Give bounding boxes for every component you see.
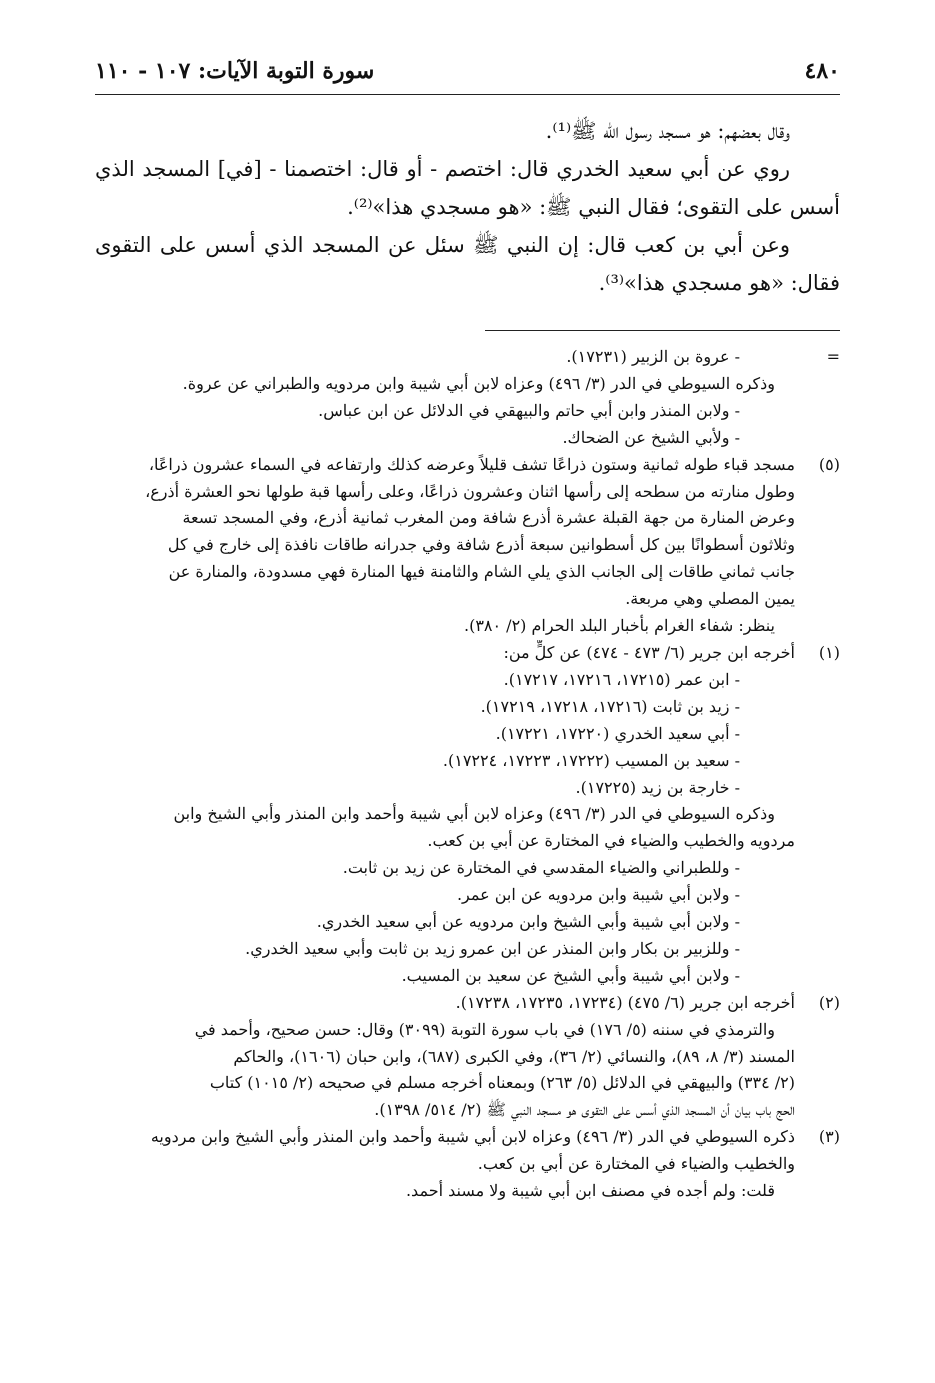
footnote-line: - ولابن المنذر وابن أبي حاتم والبيهقي في الدلائل عن ابن عباس. — [318, 400, 740, 420]
footnote-line: والخطيب والضياء في المختارة عن أبي بن كعب. — [477, 1154, 795, 1174]
footnote-5 — [95, 452, 840, 640]
footnote-number: (٣) — [818, 1127, 840, 1147]
footnote-line: - زيد بن ثابت (١٧٢١٦، ١٧٢١٨، ١٧٢١٩). — [480, 696, 740, 716]
footnote-separator — [485, 330, 840, 331]
paragraph: وقال بعضهم: هو مسجد رسول الله ﷺ⁽¹⁾. — [545, 119, 790, 143]
running-title: سورة التوبة الآيات: ١٠٧ - ١١٠ — [95, 58, 375, 84]
footnotes — [95, 344, 840, 1205]
footnote-line: أخرجه ابن جرير (٦/ ٤٧٥) (١٧٢٣٤، ١٧٢٣٥، ١٧٢٣٨). — [455, 992, 795, 1012]
footnote-line: قلت: ولم أجده في مصنف ابن أبي شيبة ولا مسند أحمد. — [405, 1181, 775, 1201]
paragraph: روي عن أبي سعيد الخدري قال: اختصم - أو قال: اختصمنا - [في] المسجد الذي أسس على التقوى؛ فقال النبي ﷺ: «هو مسجدي هذا»⁽²⁾. — [95, 157, 840, 219]
footnote-line: المسند (٣/ ٨، ٨٩)، والنسائي (٢/ ٣٦)، وفي الكبرى (٦٨٧)، وابن حبان (١٦٠٦)، والحاكم — [233, 1046, 795, 1066]
footnote-line: وطول منارته من سطحه إلى رأسها اثنان وعشرون ذراعًا، وعلى رأسها قبة طولها نحو العشرة أذرع، — [145, 481, 795, 501]
footnote-3 — [95, 1124, 840, 1205]
footnote-line: - ولابن أبي شيبة وأبي الشيخ وابن مردويه عن أبي سعيد الخدري. — [316, 912, 740, 932]
footnote-line: - ولابن أبي شيبة وأبي الشيخ عن سعيد بن المسيب. — [401, 965, 740, 985]
page-number: ٤٨٠ — [804, 58, 840, 84]
footnote-line: جانب ثماني طاقات إلى الجانب الذي يلي الشام والثامنة فيها المنارة فهي مسدودة، والمنارة عن — [168, 562, 795, 582]
footnote-number: (٥) — [818, 454, 840, 474]
footnote-line: والترمذي في سننه (٥/ ١٧٦) في باب سورة التوبة (٣٠٩٩) وقال: حسن صحيح، وأحمد في — [194, 1019, 775, 1039]
footnote-line: يمين المصلي وهي مربعة. — [625, 589, 795, 609]
footnote-line: أخرجه ابن جرير (٦/ ٤٧٣ - ٤٧٤) عن كلٍّ من: — [503, 642, 795, 662]
header-rule — [95, 94, 840, 95]
footnote-line: - سعيد بن المسيب (١٧٢٢٢، ١٧٢٢٣، ١٧٢٢٤). — [442, 750, 740, 770]
footnote-line: ذكره السيوطي في الدر (٣/ ٤٩٦) وعزاه لابن أبي شيبة وأحمد وابن المنذر وأبي الشيخ وابن مردويه — [150, 1127, 795, 1147]
continuation-mark: = — [826, 347, 840, 366]
footnote-line: - ولأبي الشيخ عن الضحاك. — [562, 427, 740, 447]
footnote-1 — [95, 640, 840, 990]
footnote-line: (٢/ ٣٣٤) والبيهقي في الدلائل (٥/ ٢٦٣) وبمعناه أخرجه مسلم في صحيحه (٢/ ١٠١٥) كتاب — [209, 1073, 795, 1093]
main-text — [95, 112, 840, 302]
footnote-line: ينظر: شفاء الغرام بأخبار البلد الحرام (٢/ ٣٨٠). — [463, 616, 775, 636]
footnote-line: - عروة بن الزبير (١٧٢٣١). — [566, 347, 740, 366]
footnote-line: وذكره السيوطي في الدر (٣/ ٤٩٦) وعزاه لابن أبي شيبة وأحمد وابن المنذر وأبي الشيخ وابن — [173, 804, 775, 824]
footnote-line: مردويه والخطيب والضياء في المختارة عن أبي بن كعب. — [427, 831, 795, 851]
footnote-line: وذكره السيوطي في الدر (٣/ ٤٩٦) وعزاه لابن أبي شيبة وابن مردويه والطبراني عن عروة. — [182, 373, 775, 393]
footnote-continued — [95, 344, 840, 452]
paragraph: وعن أبي بن كعب قال: إن النبي ﷺ سئل عن المسجد الذي أسس على التقوى فقال: «هو مسجدي هذا»⁽³⁾. — [95, 233, 840, 295]
footnote-line: - خارجة بن زيد (١٧٢٢٥). — [575, 777, 740, 797]
footnote-line: وعرض المنارة من جهة القبلة عشرة أذرع شافة ومن المغرب ثمانية أذرع، وفي المسجد تسعة — [182, 508, 795, 528]
footnote-number: (٢) — [818, 992, 840, 1012]
footnote-2 — [95, 990, 840, 1125]
footnote-line: - وللزبير بن بكار وابن المنذر عن ابن عمرو زيد بن ثابت وأبي سعيد الخدري. — [245, 938, 740, 958]
footnote-line: - أبي سعيد الخدري (١٧٢٢٠، ١٧٢٢١). — [495, 723, 740, 743]
footnote-line: وثلاثون أسطوانًا بين كل أسطوانين سبعة أذرع شافة وفي جدرانه طاقات نافذة إلى خارج في كل — [167, 535, 795, 555]
footnote-line: - ابن عمر (١٧٢١٥، ١٧٢١٦، ١٧٢١٧). — [503, 669, 740, 689]
footnote-line: - وللطبراني والضياء المقدسي في المختارة عن زيد بن ثابت. — [342, 858, 740, 878]
footnote-line: الحج باب بيان أن المسجد الذي أسس على التقوى هو مسجد النبي ﷺ (٢/ ٥١٤/ ١٣٩٨). — [374, 1100, 795, 1120]
footnote-number: (١) — [818, 642, 840, 662]
page-header — [95, 58, 840, 92]
footnote-line: مسجد قباء طوله ثمانية وستون ذراعًا تشف قليلاً وعرضه كذلك وارتفاعه في السماء عشرون ذراعًا، — [148, 454, 795, 474]
footnote-line: - ولابن أبي شيبة وابن مردويه عن ابن عمر. — [456, 885, 740, 905]
